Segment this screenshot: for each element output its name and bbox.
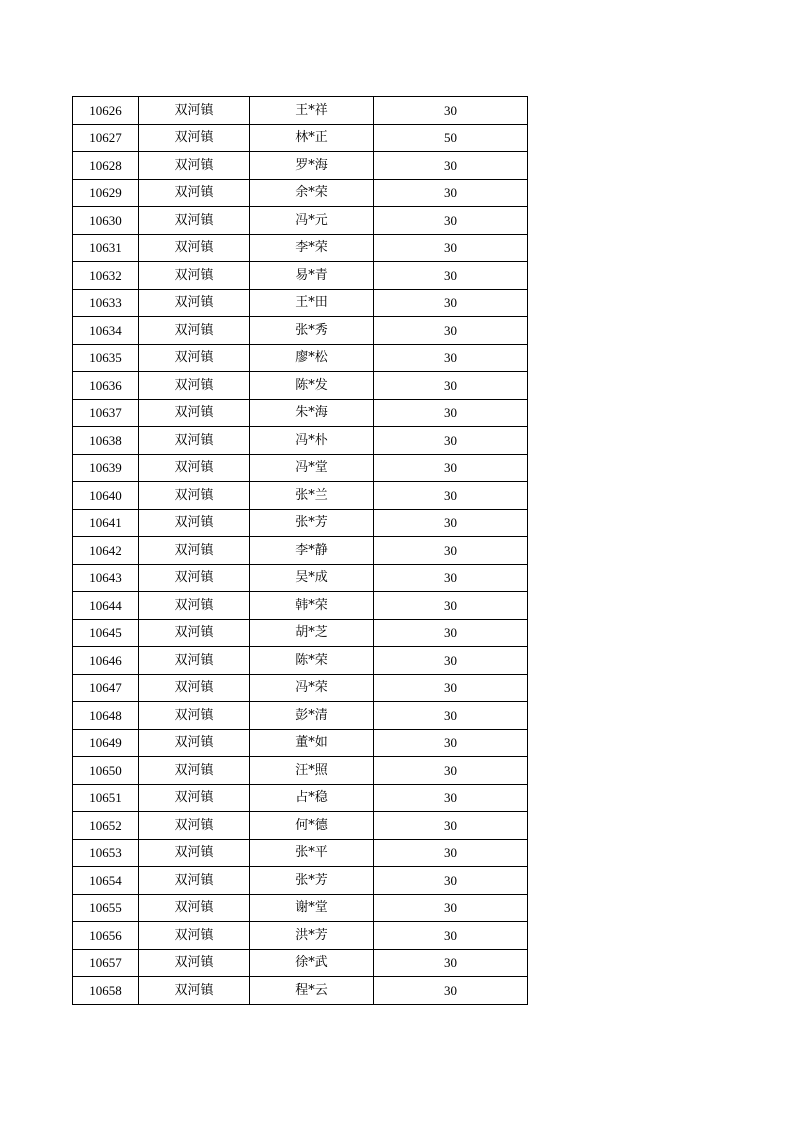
amount-cell: 30 — [374, 702, 528, 730]
record-id-cell: 10637 — [73, 399, 139, 427]
roster-table — [72, 96, 528, 1005]
record-id-cell: 10645 — [73, 619, 139, 647]
amount-cell: 30 — [374, 262, 528, 290]
town-cell: 双河镇 — [139, 894, 250, 922]
amount-cell: 30 — [374, 234, 528, 262]
person-name-cell: 洪*芳 — [250, 922, 374, 950]
person-name-cell: 冯*堂 — [250, 454, 374, 482]
person-name-cell: 朱*海 — [250, 399, 374, 427]
table-row — [73, 482, 528, 510]
record-id-cell: 10655 — [73, 894, 139, 922]
table-row — [73, 262, 528, 290]
town-cell: 双河镇 — [139, 757, 250, 785]
town-cell: 双河镇 — [139, 564, 250, 592]
record-id-cell: 10632 — [73, 262, 139, 290]
person-name-cell: 廖*松 — [250, 344, 374, 372]
amount-cell: 30 — [374, 812, 528, 840]
person-name-cell: 谢*堂 — [250, 894, 374, 922]
amount-cell: 30 — [374, 399, 528, 427]
record-id-cell: 10626 — [73, 97, 139, 125]
record-id-cell: 10633 — [73, 289, 139, 317]
town-cell: 双河镇 — [139, 482, 250, 510]
person-name-cell: 程*云 — [250, 977, 374, 1005]
table-row — [73, 757, 528, 785]
town-cell: 双河镇 — [139, 454, 250, 482]
amount-cell: 30 — [374, 97, 528, 125]
table-row — [73, 564, 528, 592]
town-cell: 双河镇 — [139, 537, 250, 565]
amount-cell: 30 — [374, 207, 528, 235]
table-row — [73, 839, 528, 867]
person-name-cell: 冯*元 — [250, 207, 374, 235]
amount-cell: 30 — [374, 674, 528, 702]
person-name-cell: 罗*海 — [250, 152, 374, 180]
town-cell: 双河镇 — [139, 784, 250, 812]
record-id-cell: 10640 — [73, 482, 139, 510]
person-name-cell: 张*兰 — [250, 482, 374, 510]
amount-cell: 30 — [374, 537, 528, 565]
record-id-cell: 10651 — [73, 784, 139, 812]
record-id-cell: 10652 — [73, 812, 139, 840]
town-cell: 双河镇 — [139, 344, 250, 372]
record-id-cell: 10650 — [73, 757, 139, 785]
person-name-cell: 彭*清 — [250, 702, 374, 730]
town-cell: 双河镇 — [139, 97, 250, 125]
record-id-cell: 10647 — [73, 674, 139, 702]
amount-cell: 30 — [374, 427, 528, 455]
table-row — [73, 427, 528, 455]
person-name-cell: 张*平 — [250, 839, 374, 867]
person-name-cell: 汪*照 — [250, 757, 374, 785]
table-row — [73, 454, 528, 482]
amount-cell: 30 — [374, 949, 528, 977]
table-row — [73, 234, 528, 262]
town-cell: 双河镇 — [139, 977, 250, 1005]
town-cell: 双河镇 — [139, 179, 250, 207]
table-row — [73, 344, 528, 372]
table-row — [73, 97, 528, 125]
table-row — [73, 729, 528, 757]
town-cell: 双河镇 — [139, 234, 250, 262]
amount-cell: 30 — [374, 509, 528, 537]
record-id-cell: 10631 — [73, 234, 139, 262]
amount-cell: 30 — [374, 894, 528, 922]
town-cell: 双河镇 — [139, 399, 250, 427]
town-cell: 双河镇 — [139, 867, 250, 895]
record-id-cell: 10627 — [73, 124, 139, 152]
person-name-cell: 张*秀 — [250, 317, 374, 345]
record-id-cell: 10628 — [73, 152, 139, 180]
person-name-cell: 易*青 — [250, 262, 374, 290]
town-cell: 双河镇 — [139, 674, 250, 702]
amount-cell: 30 — [374, 757, 528, 785]
record-id-cell: 10635 — [73, 344, 139, 372]
record-id-cell: 10642 — [73, 537, 139, 565]
table-row — [73, 317, 528, 345]
record-id-cell: 10639 — [73, 454, 139, 482]
town-cell: 双河镇 — [139, 647, 250, 675]
record-id-cell: 10629 — [73, 179, 139, 207]
table-row — [73, 592, 528, 620]
table-row — [73, 674, 528, 702]
town-cell: 双河镇 — [139, 262, 250, 290]
person-name-cell: 陈*发 — [250, 372, 374, 400]
town-cell: 双河镇 — [139, 592, 250, 620]
table-row — [73, 509, 528, 537]
record-id-cell: 10644 — [73, 592, 139, 620]
record-id-cell: 10646 — [73, 647, 139, 675]
person-name-cell: 陈*荣 — [250, 647, 374, 675]
record-id-cell: 10653 — [73, 839, 139, 867]
person-name-cell: 何*德 — [250, 812, 374, 840]
amount-cell: 30 — [374, 592, 528, 620]
town-cell: 双河镇 — [139, 124, 250, 152]
roster-table-body — [73, 97, 528, 1005]
table-row — [73, 372, 528, 400]
amount-cell: 30 — [374, 729, 528, 757]
record-id-cell: 10643 — [73, 564, 139, 592]
table-row — [73, 812, 528, 840]
record-id-cell: 10638 — [73, 427, 139, 455]
person-name-cell: 王*田 — [250, 289, 374, 317]
record-id-cell: 10649 — [73, 729, 139, 757]
person-name-cell: 占*稳 — [250, 784, 374, 812]
table-row — [73, 399, 528, 427]
person-name-cell: 张*芳 — [250, 867, 374, 895]
amount-cell: 30 — [374, 784, 528, 812]
table-row — [73, 537, 528, 565]
amount-cell: 30 — [374, 839, 528, 867]
person-name-cell: 李*荣 — [250, 234, 374, 262]
table-row — [73, 894, 528, 922]
record-id-cell: 10657 — [73, 949, 139, 977]
amount-cell: 30 — [374, 317, 528, 345]
record-id-cell: 10636 — [73, 372, 139, 400]
person-name-cell: 冯*荣 — [250, 674, 374, 702]
amount-cell: 30 — [374, 977, 528, 1005]
person-name-cell: 徐*武 — [250, 949, 374, 977]
amount-cell: 30 — [374, 454, 528, 482]
amount-cell: 30 — [374, 289, 528, 317]
record-id-cell: 10656 — [73, 922, 139, 950]
table-row — [73, 949, 528, 977]
table-row — [73, 647, 528, 675]
town-cell: 双河镇 — [139, 812, 250, 840]
amount-cell: 30 — [374, 647, 528, 675]
town-cell: 双河镇 — [139, 317, 250, 345]
person-name-cell: 李*静 — [250, 537, 374, 565]
town-cell: 双河镇 — [139, 729, 250, 757]
amount-cell: 30 — [374, 564, 528, 592]
table-row — [73, 179, 528, 207]
amount-cell: 30 — [374, 372, 528, 400]
table-row — [73, 702, 528, 730]
amount-cell: 30 — [374, 922, 528, 950]
town-cell: 双河镇 — [139, 207, 250, 235]
person-name-cell: 胡*芝 — [250, 619, 374, 647]
person-name-cell: 林*正 — [250, 124, 374, 152]
town-cell: 双河镇 — [139, 509, 250, 537]
table-row — [73, 619, 528, 647]
person-name-cell: 余*荣 — [250, 179, 374, 207]
town-cell: 双河镇 — [139, 372, 250, 400]
town-cell: 双河镇 — [139, 839, 250, 867]
amount-cell: 30 — [374, 344, 528, 372]
town-cell: 双河镇 — [139, 949, 250, 977]
person-name-cell: 张*芳 — [250, 509, 374, 537]
record-id-cell: 10634 — [73, 317, 139, 345]
amount-cell: 30 — [374, 867, 528, 895]
town-cell: 双河镇 — [139, 619, 250, 647]
table-row — [73, 784, 528, 812]
person-name-cell: 冯*朴 — [250, 427, 374, 455]
record-id-cell: 10641 — [73, 509, 139, 537]
town-cell: 双河镇 — [139, 152, 250, 180]
town-cell: 双河镇 — [139, 922, 250, 950]
table-row — [73, 152, 528, 180]
town-cell: 双河镇 — [139, 702, 250, 730]
record-id-cell: 10630 — [73, 207, 139, 235]
record-id-cell: 10654 — [73, 867, 139, 895]
amount-cell: 30 — [374, 152, 528, 180]
table-row — [73, 289, 528, 317]
amount-cell: 30 — [374, 482, 528, 510]
amount-cell: 30 — [374, 619, 528, 647]
table-row — [73, 867, 528, 895]
person-name-cell: 董*如 — [250, 729, 374, 757]
amount-cell: 50 — [374, 124, 528, 152]
table-row — [73, 124, 528, 152]
person-name-cell: 王*祥 — [250, 97, 374, 125]
person-name-cell: 韩*荣 — [250, 592, 374, 620]
person-name-cell: 吴*成 — [250, 564, 374, 592]
amount-cell: 30 — [374, 179, 528, 207]
record-id-cell: 10658 — [73, 977, 139, 1005]
town-cell: 双河镇 — [139, 289, 250, 317]
table-row — [73, 207, 528, 235]
table-row — [73, 977, 528, 1005]
town-cell: 双河镇 — [139, 427, 250, 455]
record-id-cell: 10648 — [73, 702, 139, 730]
table-row — [73, 922, 528, 950]
